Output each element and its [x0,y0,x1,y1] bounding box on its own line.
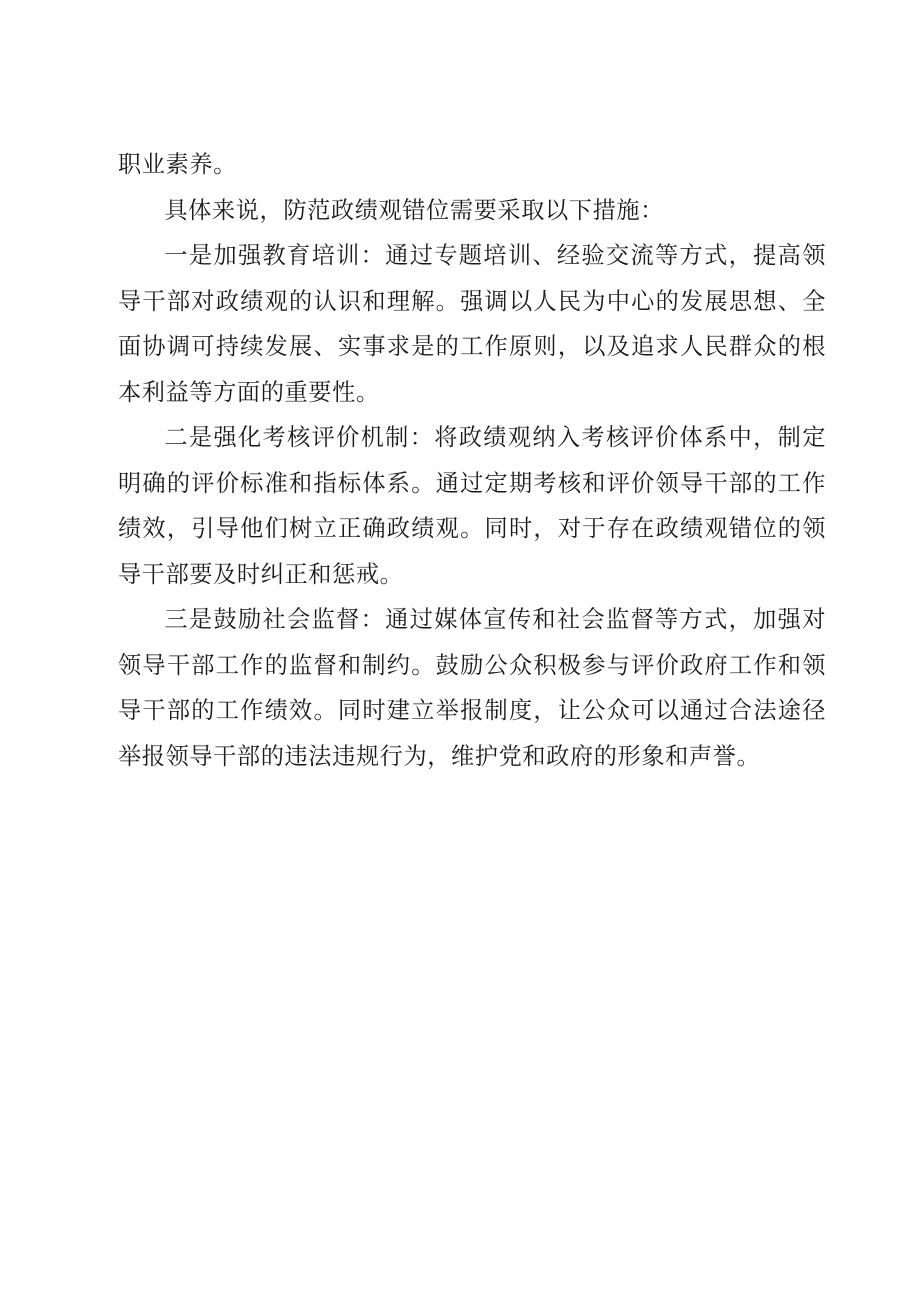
paragraph-continuation: 职业素养。 [118,151,237,178]
document-body [118,142,826,779]
paragraph-measure-supervision: 三是鼓励社会监督：通过媒体宣传和社会监督等方式，加强对领导干部工作的监督和制约。鼓励公众积极参与评价政府工作和领导干部的工作绩效。同时建立举报制度，让公众可以通过合法途径举报领导干部的违法违规行为，维护党和政府的形象和声誉。 [118,606,826,770]
paragraph-intro-measures: 具体来说，防范政绩观错位需要采取以下措施： [164,196,664,224]
paragraph-measure-assessment: 二是强化考核评价机制：将政绩观纳入考核评价体系中，制定明确的评价标准和指标体系。通过定期考核和评价领导干部的工作绩效，引导他们树立正确政绩观。同时，对于存在政绩观错位的领导干部要及时纠正和惩戒。 [118,424,826,588]
paragraph-measure-education: 一是加强教育培训：通过专题培训、经验交流等方式，提高领导干部对政绩观的认识和理解。强调以人民为中心的发展思想、全面协调可持续发展、实事求是的工作原则，以及追求人民群众的根本利益等方面的重要性。 [118,242,826,406]
